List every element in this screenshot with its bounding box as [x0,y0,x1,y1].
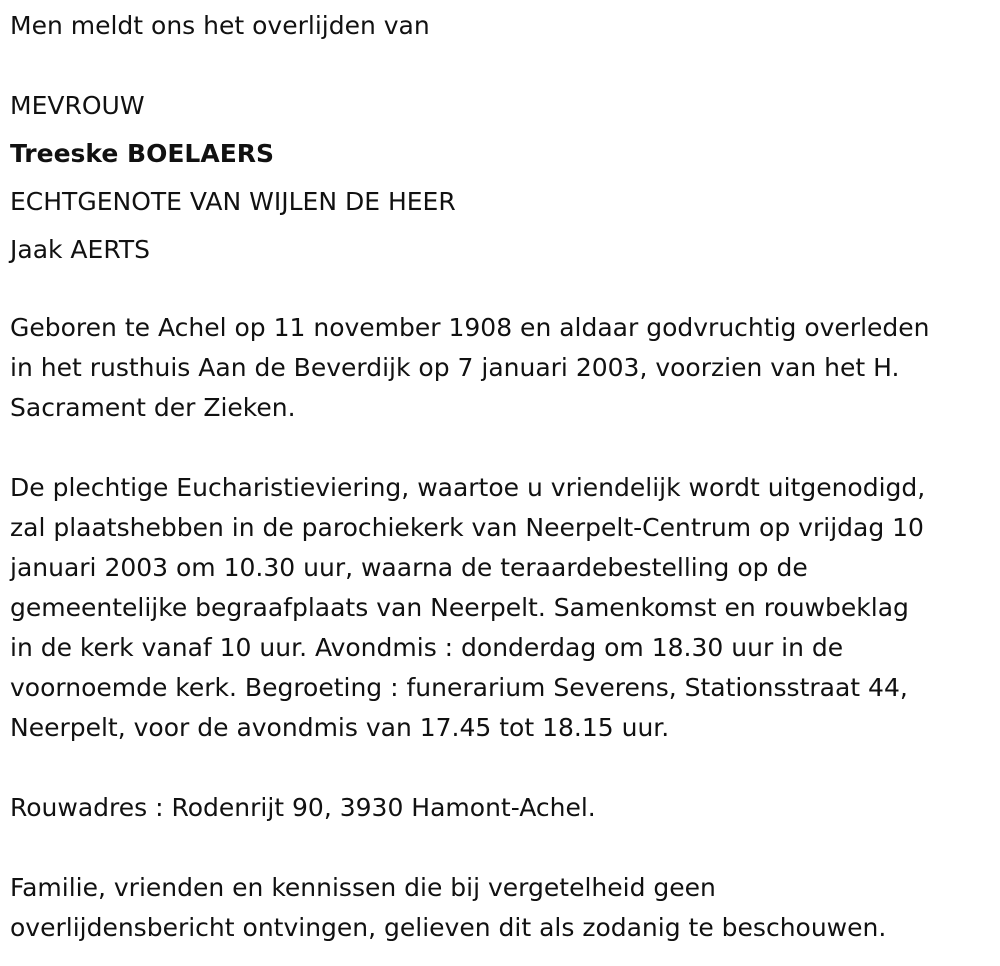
address-paragraph [10,788,596,828]
ceremony-paragraph [10,468,925,748]
paragraph-line: gemeentelijke begraafplaats van Neerpelt. Samenkomst en rouwbeklag [10,593,909,622]
paragraph-line: Familie, vrienden en kennissen die bij vergetelheid geen [10,873,716,902]
intro-text: Men meldt ons het overlijden van [10,11,430,40]
birth-paragraph [10,308,930,428]
paragraph-line: voornoemde kerk. Begroeting : funerarium Severens, Stationsstraat 44, [10,673,908,702]
paragraph-line: De plechtige Eucharistieviering, waartoe u vriendelijk wordt uitgenodigd, [10,473,926,502]
relation-text: ECHTGENOTE VAN WIJLEN DE HEER [10,187,456,216]
deceased-block [10,82,456,274]
paragraph-line: overlijdensbericht ontvingen, gelieven dit als zodanig te beschouwen. [10,913,887,942]
paragraph-line: Geboren te Achel op 11 november 1908 en aldaar godvruchtig overleden [10,313,930,342]
spouse-name: Jaak AERTS [10,235,151,264]
deceased-name: Treeske BOELAERS [10,139,275,168]
family-paragraph [10,868,886,948]
mourning-address: Rouwadres : Rodenrijt 90, 3930 Hamont-Achel. [10,793,596,822]
paragraph-line: zal plaatshebben in de parochiekerk van Neerpelt-Centrum op vrijdag 10 [10,513,924,542]
paragraph-line: in de kerk vanaf 10 uur. Avondmis : donderdag om 18.30 uur in de [10,633,844,662]
paragraph-line: januari 2003 om 10.30 uur, waarna de teraardebestelling op de [10,553,808,582]
paragraph-line: Neerpelt, voor de avondmis van 17.45 tot 18.15 uur. [10,713,670,742]
paragraph-line: in het rusthuis Aan de Beverdijk op 7 januari 2003, voorzien van het H. [10,353,900,382]
honorific: MEVROUW [10,91,145,120]
paragraph-line: Sacrament der Zieken. [10,393,296,422]
